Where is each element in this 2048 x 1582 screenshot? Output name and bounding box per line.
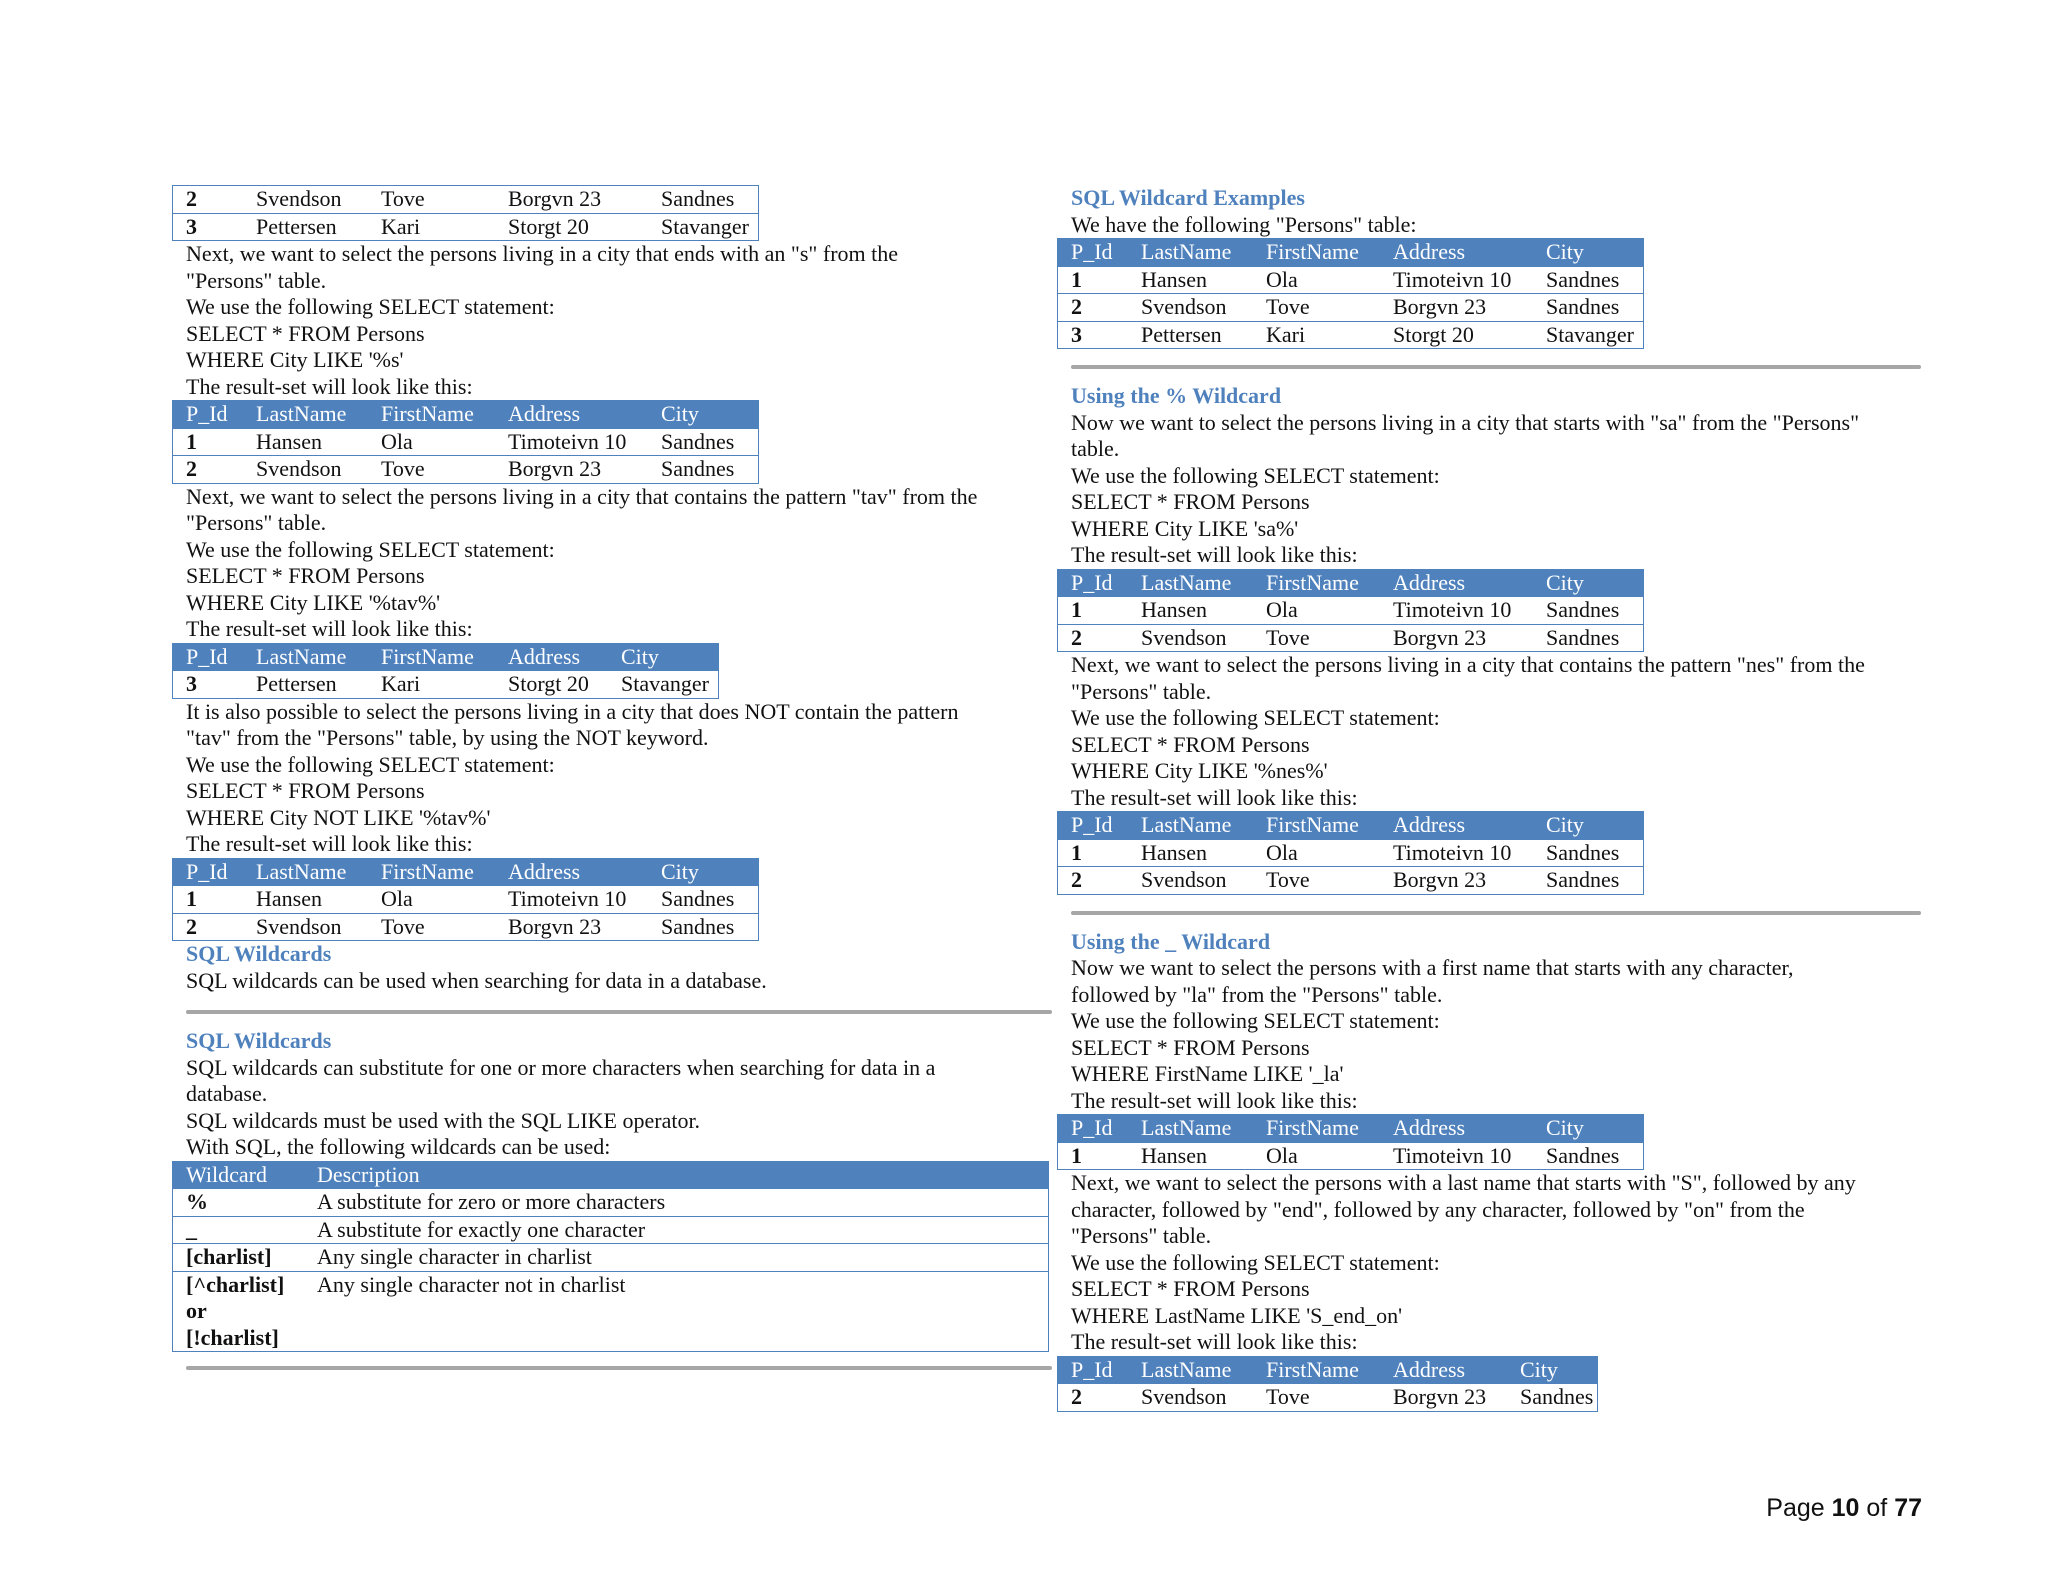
table-header-cell: P_Id <box>1058 1356 1129 1384</box>
text-line: Next, we want to select the persons with a last name that starts with "S", followed by any <box>1071 1170 1856 1195</box>
table-header-cell: Address <box>495 401 648 429</box>
table-cell: Sandnes <box>648 428 759 456</box>
table-header-cell: Address <box>1380 239 1533 267</box>
table-cell: Pettersen <box>1128 321 1253 349</box>
table-header-cell: LastName <box>1128 812 1253 840</box>
table-cell: Sandnes <box>648 186 759 214</box>
sql-line: WHERE LastName LIKE 'S_end_on' <box>1071 1302 1403 1328</box>
table-cell: Stavanger <box>608 671 719 699</box>
sql-line: WHERE City LIKE 'sa%' <box>1071 515 1299 541</box>
text-line: The result-set will look like this: <box>1071 1087 1358 1113</box>
text-line: We use the following SELECT statement: <box>1071 1249 1440 1275</box>
sql-line: WHERE City LIKE '%nes%' <box>1071 758 1328 783</box>
table-cell: Tove <box>368 186 495 214</box>
text-line: character, followed by "end", followed by any character, followed by "on" from the <box>1071 1196 1805 1222</box>
table-cell: Svendson <box>243 913 368 941</box>
table-row <box>173 913 759 941</box>
page-number: 10 <box>1831 1494 1860 1522</box>
text-line: SQL wildcards can be used when searching for data in a database. <box>186 967 767 993</box>
table-cell: _ <box>173 1216 305 1244</box>
table-cell: Sandnes <box>1533 294 1644 322</box>
table-cell: Kari <box>1253 321 1380 349</box>
table-header-cell: FirstName <box>1253 1115 1380 1143</box>
table-header-cell: P_Id <box>1058 812 1129 840</box>
result-table-ends-s <box>172 400 759 484</box>
table-cell: Pettersen <box>243 213 368 241</box>
table-cell: 2 <box>173 186 244 214</box>
table-cell: Ola <box>368 886 495 914</box>
table-cell: Storgt 20 <box>495 213 648 241</box>
table-header-row <box>1058 239 1644 267</box>
table-cell: 1 <box>1058 839 1129 867</box>
table-header-cell: P_Id <box>1058 239 1129 267</box>
table-cell: Borgvn 23 <box>495 913 648 941</box>
table-row <box>1058 266 1644 294</box>
text-line: With SQL, the following wildcards can be used: <box>186 1134 611 1159</box>
table-cell: Sandnes <box>1533 839 1644 867</box>
table-header-cell: Wildcard <box>173 1161 305 1189</box>
text-line: The result-set will look like this: <box>186 616 473 641</box>
table-row <box>173 1216 1049 1244</box>
table-header-cell: Description <box>304 1161 1049 1189</box>
page-of-label: of <box>1866 1494 1888 1522</box>
table-cell: 2 <box>1058 624 1129 652</box>
table-header-row <box>1058 569 1644 597</box>
table-cell: 1 <box>1058 597 1129 625</box>
table-header-cell: Address <box>1380 1115 1533 1143</box>
result-table-not-tav <box>172 858 759 942</box>
table-row <box>173 1189 1049 1217</box>
sql-line: SELECT * FROM Persons <box>1071 489 1310 514</box>
table-cell: A substitute for exactly one character <box>304 1216 1049 1244</box>
table-row <box>173 186 759 214</box>
table-cell: Timoteivn 10 <box>1380 266 1533 294</box>
result-table-s-end-on <box>1057 1356 1598 1412</box>
table-cell: Borgvn 23 <box>1380 867 1533 895</box>
text-line: We use the following SELECT statement: <box>186 751 555 777</box>
table-header-cell: P_Id <box>1058 1115 1129 1143</box>
table-cell: Sandnes <box>1533 266 1644 294</box>
table-cell: Kari <box>368 213 495 241</box>
table-header-cell: City <box>648 858 759 886</box>
table-cell: Stavanger <box>648 213 759 241</box>
table-cell: Borgvn 23 <box>495 186 648 214</box>
table-header-cell: LastName <box>243 643 368 671</box>
table-header-cell: FirstName <box>1253 812 1380 840</box>
table-header-cell: Address <box>495 858 648 886</box>
table-row <box>173 428 759 456</box>
table-cell: Svendson <box>243 186 368 214</box>
table-row <box>173 671 719 699</box>
table-cell: Tove <box>368 913 495 941</box>
table-cell: 2 <box>1058 294 1129 322</box>
table-cell: Tove <box>1253 624 1380 652</box>
text-line: We use the following SELECT statement: <box>186 536 555 562</box>
table-cell: 3 <box>173 213 244 241</box>
table-cell: Svendson <box>1128 624 1253 652</box>
text-line: We use the following SELECT statement: <box>186 294 555 319</box>
table-cell: 3 <box>1058 321 1129 349</box>
text-line: We use the following SELECT statement: <box>1071 1008 1440 1033</box>
table-cell: Hansen <box>1128 266 1253 294</box>
table-cell: Hansen <box>1128 597 1253 625</box>
text-line: SQL wildcards must be used with the SQL LIKE operator. <box>186 1107 701 1133</box>
sql-line: WHERE City LIKE '%s' <box>186 347 404 372</box>
table-cell: Ola <box>1253 597 1380 625</box>
text-line: The result-set will look like this: <box>1071 784 1358 810</box>
table-row <box>1058 867 1644 895</box>
table-header-row <box>173 643 719 671</box>
section-divider <box>1071 911 1921 915</box>
text-line: The result-set will look like this: <box>186 373 473 399</box>
table-cell: Tove <box>1253 867 1380 895</box>
table-cell: Timoteivn 10 <box>1380 839 1533 867</box>
section-heading-sql-wildcards: SQL Wildcards <box>186 941 332 966</box>
table-row <box>173 213 759 241</box>
text-line: It is also possible to select the persons living in a city that does NOT contain the pattern <box>186 698 959 724</box>
table-cell: 2 <box>173 913 244 941</box>
table-header-cell: P_Id <box>173 643 244 671</box>
page-label: Page <box>1766 1494 1825 1522</box>
sql-line: SELECT * FROM Persons <box>186 320 425 346</box>
page-total: 77 <box>1894 1494 1922 1522</box>
text-line: followed by "la" from the "Persons" table. <box>1071 981 1443 1007</box>
table-header-cell: P_Id <box>1058 569 1129 597</box>
table-cell: Hansen <box>1128 839 1253 867</box>
text-line: We have the following "Persons" table: <box>1071 211 1417 237</box>
table-row <box>1058 321 1644 349</box>
table-header-cell: FirstName <box>1253 239 1380 267</box>
table-cell: Tove <box>1253 294 1380 322</box>
sql-line: SELECT * FROM Persons <box>1071 1034 1310 1060</box>
table-header-row <box>173 858 759 886</box>
table-header-cell: LastName <box>243 858 368 886</box>
table-row <box>1058 624 1644 652</box>
table-row <box>1058 1142 1644 1170</box>
table-header-row <box>173 401 759 429</box>
table-header-row <box>1058 1115 1644 1143</box>
table-cell: Tove <box>368 456 495 484</box>
table-header-cell: P_Id <box>173 858 244 886</box>
table-header-cell: P_Id <box>173 401 244 429</box>
persons-table <box>1057 238 1644 349</box>
result-table-starts-sa <box>1057 569 1644 653</box>
table-row <box>173 1271 1049 1352</box>
table-cell: Timoteivn 10 <box>495 428 648 456</box>
text-line: We use the following SELECT statement: <box>1071 705 1440 730</box>
table-cell: Kari <box>368 671 495 699</box>
persons-table-continued <box>172 185 759 241</box>
table-row <box>1058 294 1644 322</box>
table-cell: Sandnes <box>648 913 759 941</box>
table-header-row <box>173 1161 1049 1189</box>
text-line: The result-set will look like this: <box>1071 542 1358 567</box>
table-header-cell: City <box>1533 812 1644 840</box>
sql-line: WHERE FirstName LIKE '_la' <box>1071 1061 1344 1086</box>
text-line: "Persons" table. <box>1071 1223 1212 1248</box>
table-cell: Pettersen <box>243 671 368 699</box>
result-table-underscore-la <box>1057 1114 1644 1170</box>
sql-line: SELECT * FROM Persons <box>1071 1276 1310 1301</box>
text-line: Next, we want to select the persons living in a city that ends with an "s" from the <box>186 241 899 266</box>
table-cell: [^charlist] or [!charlist] <box>173 1271 305 1352</box>
sql-line: SELECT * FROM Persons <box>1071 731 1310 757</box>
table-row <box>1058 597 1644 625</box>
table-cell: Ola <box>1253 1142 1380 1170</box>
table-cell: Sandnes <box>648 886 759 914</box>
table-cell: 1 <box>1058 266 1129 294</box>
table-cell: Storgt 20 <box>495 671 608 699</box>
table-cell: % <box>173 1189 305 1217</box>
table-cell: Svendson <box>1128 294 1253 322</box>
table-cell: Borgvn 23 <box>1380 624 1533 652</box>
table-cell: Timoteivn 10 <box>1380 597 1533 625</box>
table-header-cell: City <box>1533 1115 1644 1143</box>
table-row <box>173 456 759 484</box>
table-cell: Hansen <box>243 428 368 456</box>
section-heading-underscore-wildcard: Using the _ Wildcard <box>1071 928 1271 954</box>
table-header-cell: Address <box>1380 569 1533 597</box>
table-cell: 1 <box>173 428 244 456</box>
result-table-contains-nes <box>1057 811 1644 895</box>
result-table-contains-tav <box>172 643 719 699</box>
table-header-cell: City <box>1533 569 1644 597</box>
text-line: SQL wildcards can substitute for one or more characters when searching for data in a <box>186 1054 936 1080</box>
table-cell: 2 <box>1058 867 1129 895</box>
text-line: The result-set will look like this: <box>1071 1329 1358 1354</box>
sql-line: SELECT * FROM Persons <box>186 778 425 803</box>
table-row <box>173 1244 1049 1272</box>
table-cell: Any single character not in charlist <box>304 1271 1049 1352</box>
right-column <box>1057 185 1921 1412</box>
table-header-cell: LastName <box>1128 1356 1253 1384</box>
table-header-cell: City <box>648 401 759 429</box>
table-header-row <box>1058 1356 1598 1384</box>
text-line: Now we want to select the persons with a first name that starts with any character, <box>1071 955 1794 980</box>
table-header-cell: FirstName <box>1253 1356 1380 1384</box>
table-header-cell: FirstName <box>1253 569 1380 597</box>
table-row <box>1058 1384 1598 1412</box>
text-line: database. <box>186 1081 268 1106</box>
text-line: Now we want to select the persons living in a city that starts with "sa" from the "Persons" <box>1071 409 1860 435</box>
table-row <box>1058 839 1644 867</box>
table-row <box>173 886 759 914</box>
table-cell: 2 <box>1058 1384 1129 1412</box>
table-header-cell: LastName <box>1128 1115 1253 1143</box>
wildcard-table <box>172 1161 1049 1353</box>
text-line: Next, we want to select the persons living in a city that contains the pattern "nes" from the <box>1071 652 1865 677</box>
section-heading-sql-wildcards-2: SQL Wildcards <box>186 1028 332 1053</box>
text-line: Next, we want to select the persons living in a city that contains the pattern "tav" from the <box>186 483 978 509</box>
table-header-row <box>1058 812 1644 840</box>
table-cell: A substitute for zero or more characters <box>304 1189 1049 1217</box>
table-cell: Hansen <box>1128 1142 1253 1170</box>
table-header-cell: LastName <box>1128 239 1253 267</box>
section-divider <box>1071 365 1921 369</box>
table-cell: [charlist] <box>173 1244 305 1272</box>
text-line: "tav" from the "Persons" table, by using the NOT keyword. <box>186 725 709 750</box>
table-cell: Sandnes <box>1533 1142 1644 1170</box>
table-cell: Sandnes <box>648 456 759 484</box>
table-cell: Ola <box>1253 839 1380 867</box>
table-cell: 3 <box>173 671 244 699</box>
left-column <box>172 185 1052 1384</box>
table-cell: 1 <box>173 886 244 914</box>
table-cell: Any single character in charlist <box>304 1244 1049 1272</box>
table-cell: Borgvn 23 <box>1380 294 1533 322</box>
table-cell: Sandnes <box>1507 1384 1598 1412</box>
table-cell: Sandnes <box>1533 867 1644 895</box>
text-line: "Persons" table. <box>186 267 327 293</box>
section-divider <box>186 1366 1052 1370</box>
table-cell: Borgvn 23 <box>495 456 648 484</box>
section-heading-wildcard-examples: SQL Wildcard Examples <box>1071 185 1305 210</box>
text-line: We use the following SELECT statement: <box>1071 462 1440 488</box>
table-header-cell: FirstName <box>368 401 495 429</box>
section-divider <box>186 1010 1052 1014</box>
table-header-cell: Address <box>495 643 608 671</box>
table-header-cell: LastName <box>1128 569 1253 597</box>
page-footer <box>1766 1494 1922 1523</box>
table-cell: Svendson <box>1128 867 1253 895</box>
table-header-cell: FirstName <box>368 858 495 886</box>
table-cell: 1 <box>1058 1142 1129 1170</box>
sql-line: WHERE City LIKE '%tav%' <box>186 589 441 615</box>
table-cell: Ola <box>368 428 495 456</box>
text-line: table. <box>1071 436 1120 461</box>
text-line: The result-set will look like this: <box>186 831 473 856</box>
table-cell: Borgvn 23 <box>1380 1384 1507 1412</box>
table-header-cell: FirstName <box>368 643 495 671</box>
section-heading-percent-wildcard: Using the % Wildcard <box>1071 383 1282 408</box>
table-cell: Stavanger <box>1533 321 1644 349</box>
table-cell: Svendson <box>243 456 368 484</box>
table-cell: Timoteivn 10 <box>495 886 648 914</box>
text-line: "Persons" table. <box>1071 678 1212 704</box>
table-header-cell: LastName <box>243 401 368 429</box>
table-cell: Svendson <box>1128 1384 1253 1412</box>
table-cell: Timoteivn 10 <box>1380 1142 1533 1170</box>
text-line: "Persons" table. <box>186 510 327 535</box>
table-cell: Tove <box>1253 1384 1380 1412</box>
table-cell: Hansen <box>243 886 368 914</box>
table-cell: 2 <box>173 456 244 484</box>
table-cell: Ola <box>1253 266 1380 294</box>
table-header-cell: City <box>1533 239 1644 267</box>
table-cell: Sandnes <box>1533 597 1644 625</box>
table-cell: Sandnes <box>1533 624 1644 652</box>
table-header-cell: Address <box>1380 812 1533 840</box>
sql-line: WHERE City NOT LIKE '%tav%' <box>186 804 491 830</box>
table-header-cell: City <box>1507 1356 1598 1384</box>
table-cell: Storgt 20 <box>1380 321 1533 349</box>
table-header-cell: Address <box>1380 1356 1507 1384</box>
table-header-cell: City <box>608 643 719 671</box>
sql-line: SELECT * FROM Persons <box>186 563 425 588</box>
